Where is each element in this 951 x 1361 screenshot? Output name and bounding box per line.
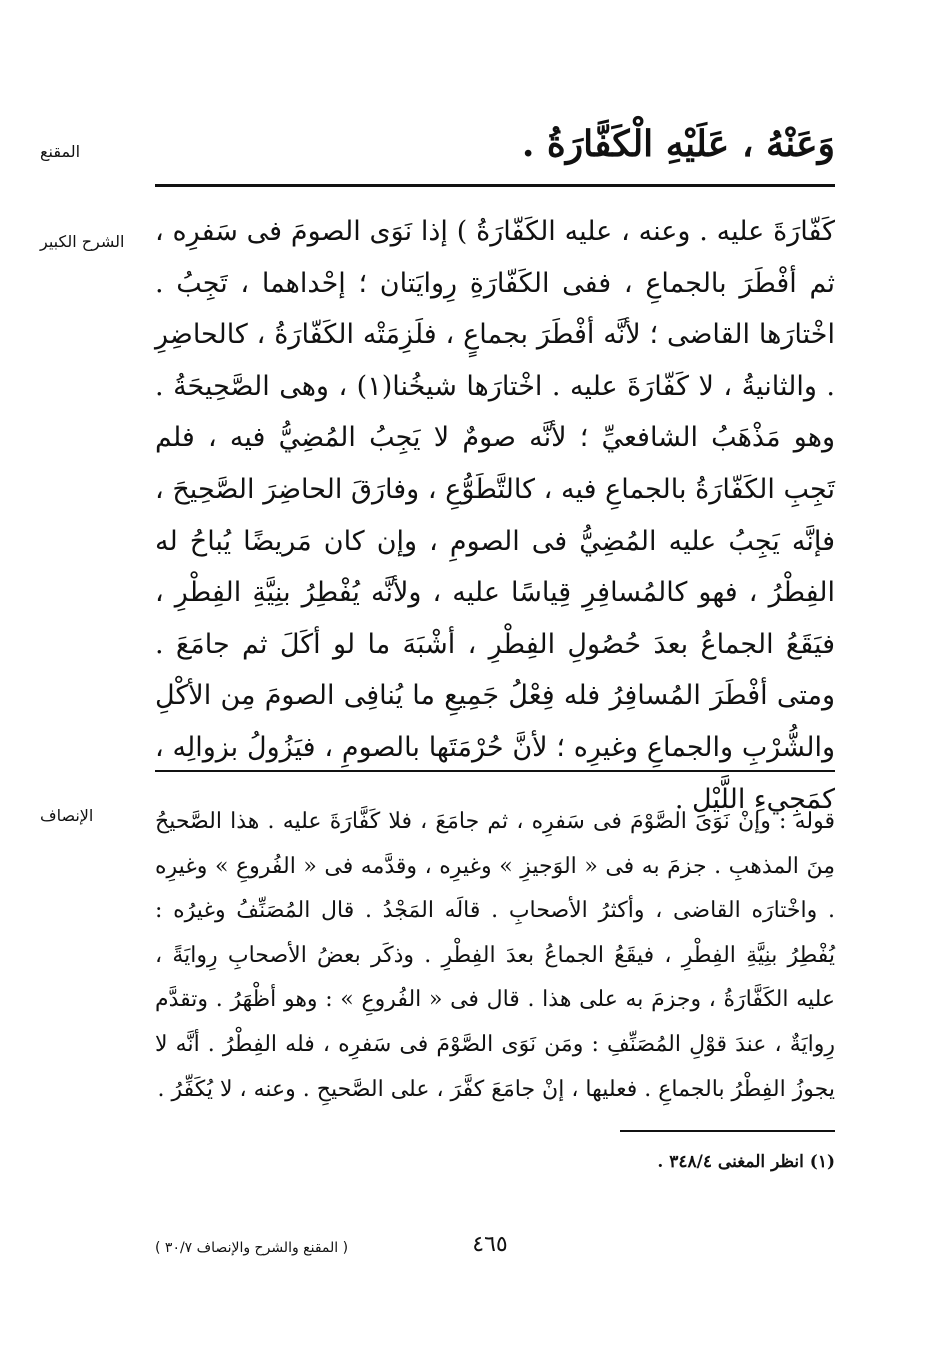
sharh-label: الشرح الكبير xyxy=(40,232,125,251)
page-number: ٤٦٥ xyxy=(472,1232,508,1257)
footnote: (١) انظر المغنى ٣٤٨/٤ . xyxy=(657,1152,835,1172)
running-reference: ( المقنع والشرح والإنصاف ٣٠/٧ ) xyxy=(155,1240,349,1256)
insaf-text: قوله : وإنْ نَوَى الصَّوْمَ فى سَفرِه ، ثم جامَعَ ، فلا كَفَّارَةَ عليه . هذا الصَّحيحُ مِنَ المذهبِ . جزمَ به فى « الوَجيزِ » وغيرِه ، وقدَّمه فى « الفُروعِ » وغيرِه . واخْتارَه القاضى ، وأكثرُ الأصحابِ . قالَه المَجْدُ . قال المُصَنِّفُ وغيرُه : يُفْطِرُ بنِيَّةِ الفِطْرِ ، فيقَعُ الجماعُ بعدَ الفِطْرِ . وذكَر بعضُ الأصحابِ رِوايَةً ، عليه الكَفَّارَةُ ، وجزمَ به على هذا . قال فى « الفُروعِ » : وهو أظْهَرُ . وتقدَّم رِوايَةٌ ، عندَ قوْلِ المُصَنِّفِ : ومَن نَوَى الصَّوْمَ فى سَفرِه ، فله الفِطْرُ . أنَّه لا يجوزُ الفِطْرُ بالجماعِ . فعليها ، إنْ جامَعَ كفَّرَ ، على الصَّحيحِ . وعنه ، لا يُكَفِّرُ . xyxy=(155,809,835,1102)
muqni-text: وَعَنْهُ ، عَلَيْهِ الْكَفَّارَةُ . xyxy=(521,123,835,165)
section-divider xyxy=(155,770,835,772)
sharh-text: كَفّارَةَ عليه . وعنه ، عليه الكَفّارَةُ ) إذا نَوَى الصومَ فى سَفرِه ، ثم أفْطَرَ بالجماعِ ، ففى الكَفّارَةِ رِوايَتان ؛ إحْداهما ، تَجِبُ . اخْتارَها القاضى ؛ لأنَّه أفْطَرَ بجماعٍ ، فلَزِمَتْه الكَفّارَةُ ، كالحاضِرِ . والثانيةُ ، لا كَفّارَةَ عليه . اخْتارَها شيخُنا(١) ، وهى الصَّحِيحَةُ . وهو مَذْهَبُ الشافعيِّ ؛ لأنَّه صومٌ لا يَجِبُ المُضِيُّ فيه ، فلم تَجِبِ الكَفّارَةُ بالجماعِ فيه ، كالتَّطَوُّعِ ، وفارَقَ الحاضِرَ الصَّحِيحَ ، فإنَّه يَجِبُ عليه المُضِيُّ فى الصومِ ، وإن كان مَريضًا يُباحُ له الفِطْرُ ، فهو كالمُسافِرِ قِياسًا عليه ، ولأنَّه يُفْطِرُ بنِيَّةِ الفِطْرِ ، فيَقَعُ الجماعُ بعدَ حُصُولِ الفِطْرِ ، أشْبَهَ ما لو أكَلَ ثم جامَعَ . ومتى أفْطَرَ المُسافِرُ فله فِعْلُ جَمِيعِ ما يُنافِى الصومَ مِن الأكْلِ والشُّرْبِ والجماعِ وغيرِه ؛ لأنَّ حُرْمَتَها بالصومِ ، فيَزُولُ بزوالِه ، كمَجِيءِ اللَّيْلِ . xyxy=(155,216,835,815)
muqni-label: المقنع xyxy=(40,142,81,161)
footnote-divider xyxy=(620,1130,835,1132)
section-divider xyxy=(155,184,835,187)
insaf-label: الإنصاف xyxy=(40,806,94,825)
